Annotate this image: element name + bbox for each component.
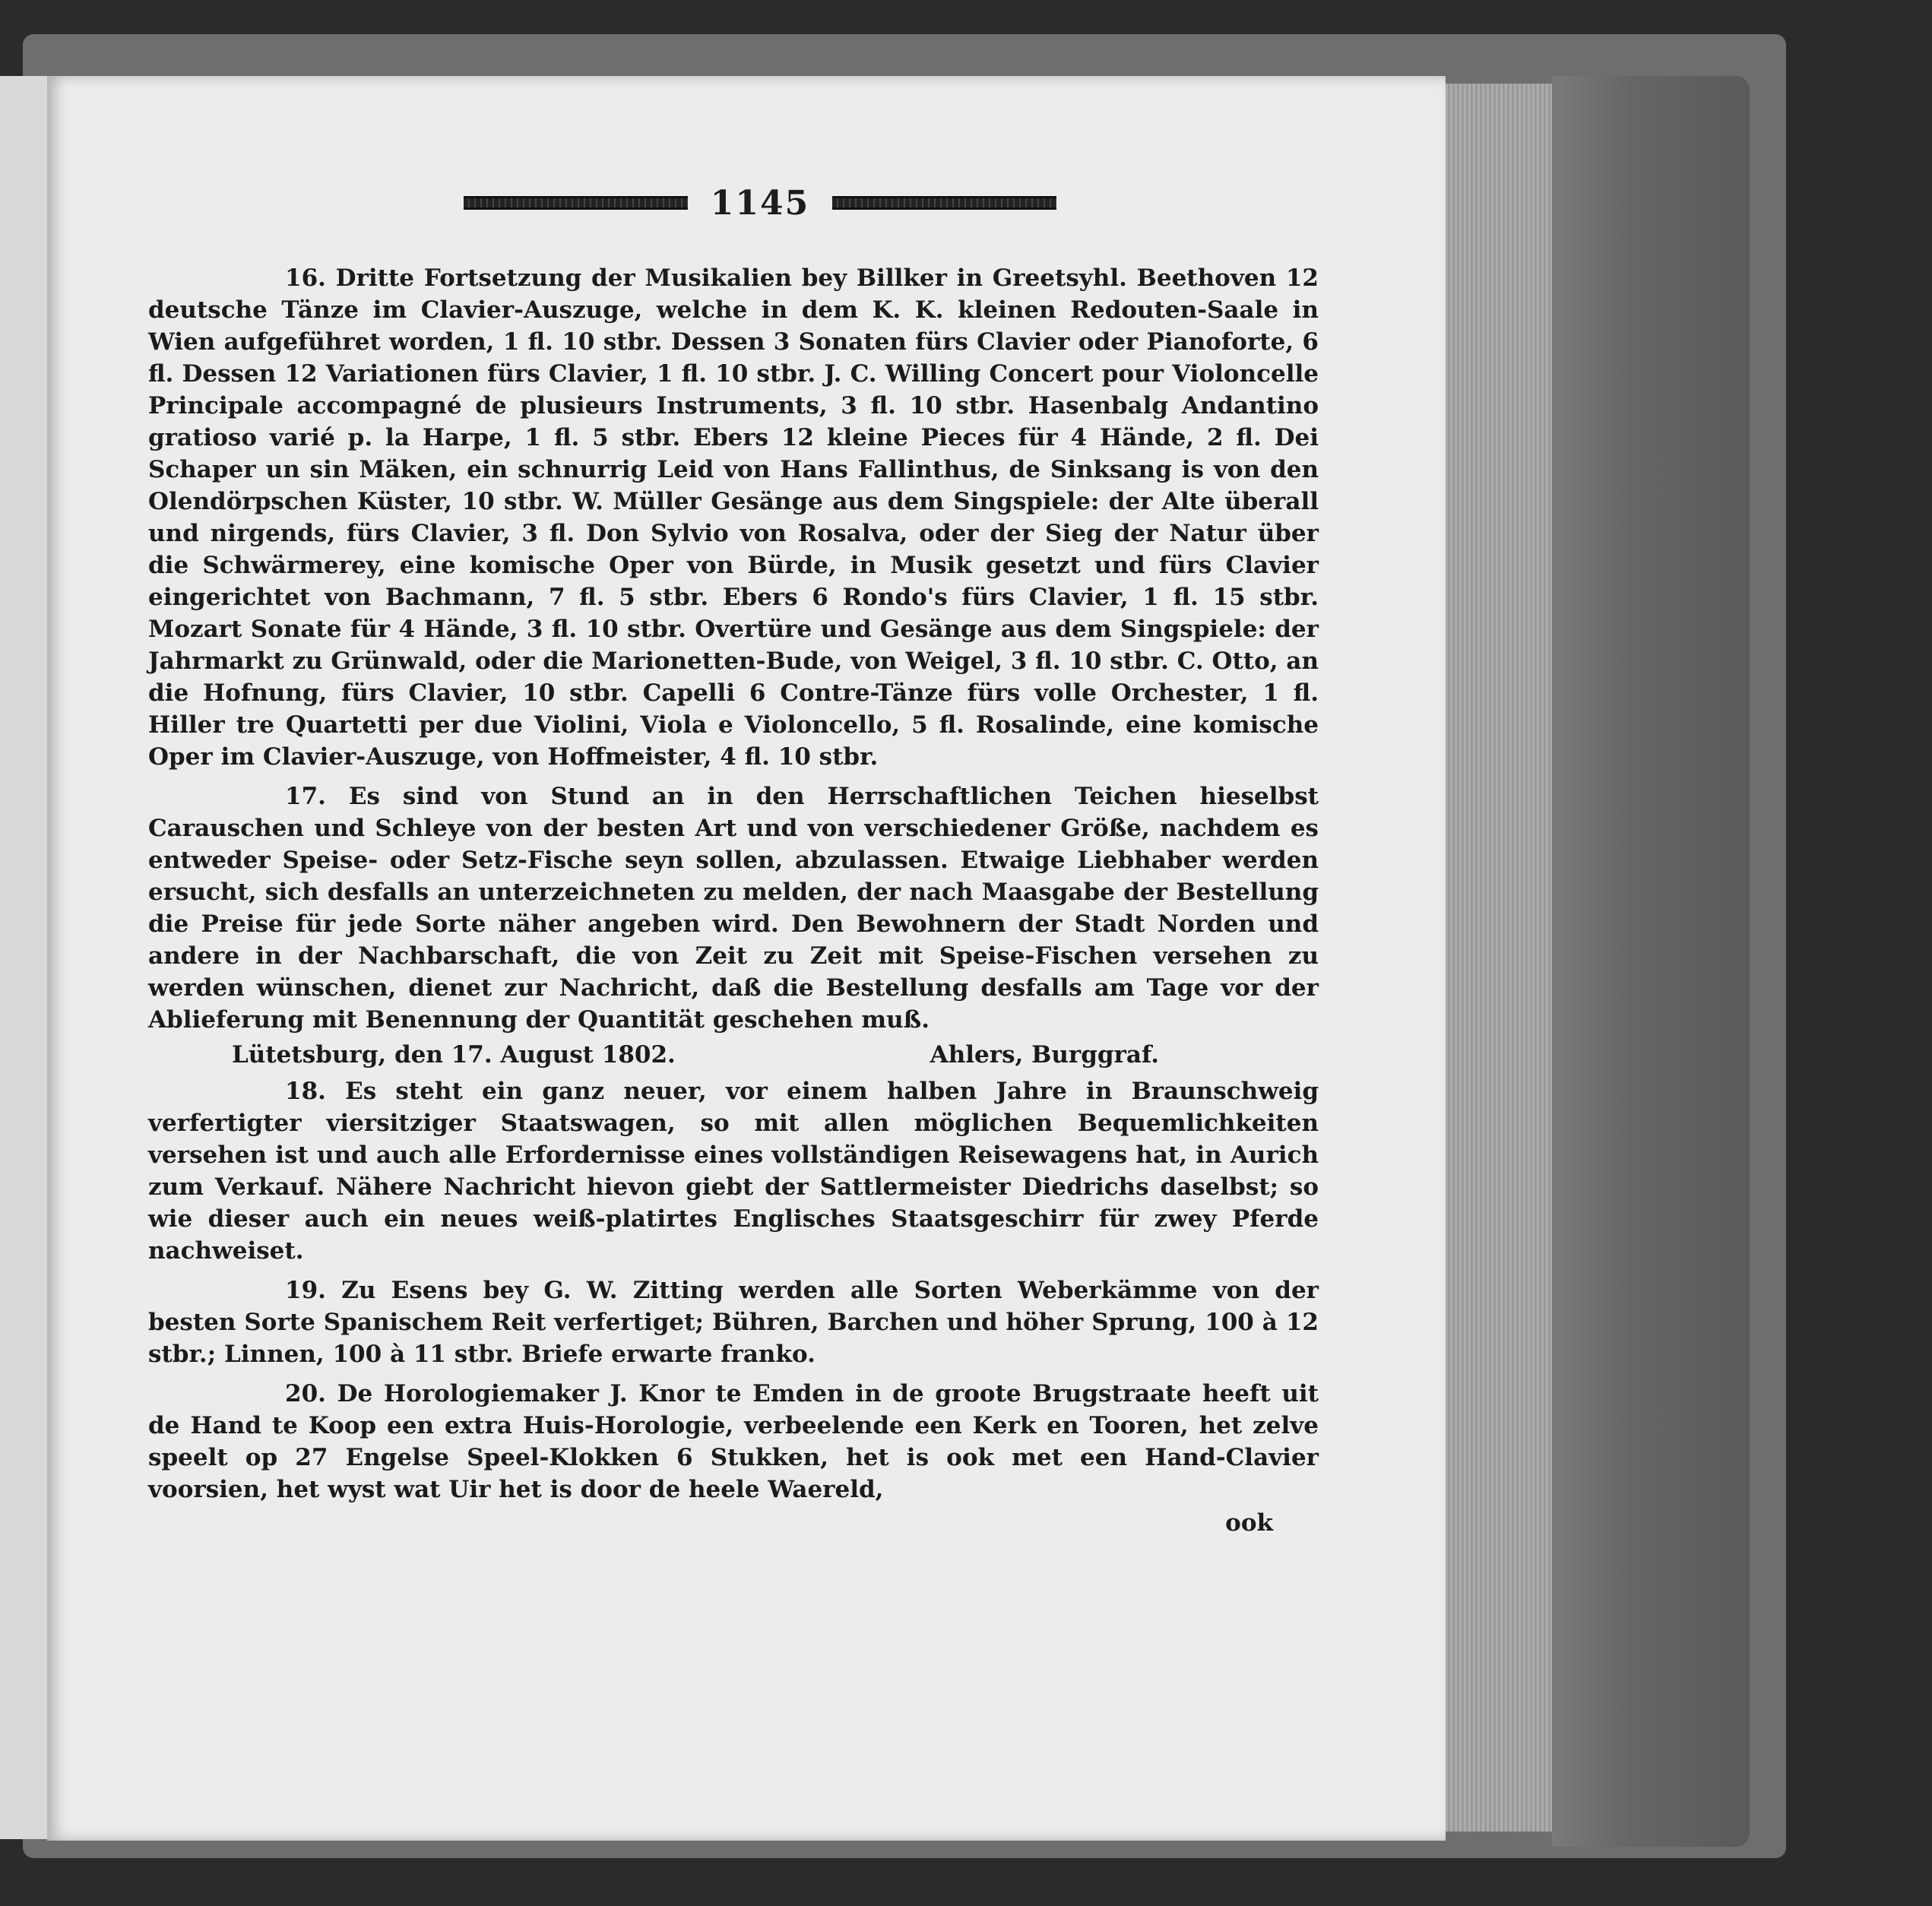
notice-18: 18. Es steht ein ganz neuer, vor einem halben Jahre in Braunschweig verfertigter viersitziger Staatswagen, so mit allen möglichen Bequemlichkeiten versehen ist und auch alle Erfordernisse eines vollständigen Reisewagens hat, in Aurich zum Verkauf. Nähere Nachricht hievon giebt der Sattlermeister Diedrichs daselbst; so wie dieser auch ein neues weiß-platirtes Englisches Staatsgeschirr für zwey Pferde nachweiset. (148, 1078, 1319, 1265)
page-block-edge (1446, 84, 1554, 1832)
catchword: ook (1225, 1509, 1273, 1537)
book-fore-edge (1552, 76, 1750, 1847)
page-header (464, 176, 1056, 230)
page-body (148, 262, 1319, 1539)
signature-place-date: Lütetsburg, den 17. August 1802. (232, 1041, 676, 1069)
header-rule-right (832, 196, 1056, 210)
page-number: 1145 (710, 183, 810, 223)
header-rule-left (464, 196, 688, 210)
signature-name: Ahlers, Burggraf. (930, 1041, 1159, 1069)
notice-19: 19. Zu Esens bey G. W. Zitting werden alle Sorten Weberkämme von der besten Sorte Spanischem Reit verfertiget; Bühren, Barchen und höher Sprung, 100 à 12 stbr.; Linnen, 100 à 11 stbr. Briefe erwarte franko. (148, 1277, 1319, 1368)
facing-page-edge (0, 76, 49, 1839)
notice-16: 16. Dritte Fortsetzung der Musikalien bey Billker in Greetsyhl. Beethoven 12 deutsche Tänze im Clavier-Auszuge, welche in dem K. K. kleinen Redouten-Saale in Wien aufgeführet worden, 1 fl. 10 stbr. Dessen 3 Sonaten fürs Clavier oder Pianoforte, 6 fl. Dessen 12 Variationen fürs Clavier, 1 fl. 10 stbr. J. C. Willing Concert pour Violoncelle Principale accompagné de plusieurs Instruments, 3 fl. 10 stbr. Hasenbalg Andantino gratioso varié p. la Harpe, 1 fl. 5 stbr. Ebers 12 kleine Pieces für 4 Hände, 2 fl. Dei Schaper un sin Mäken, ein schnurrig Leid von Hans Fallinthus, de Sinksang is von den Olendörpschen Küster, 10 stbr. W. Müller Gesänge aus dem Singspiele: der Alte überall und nirgends, fürs Clavier, 3 fl. Don Sylvio von Rosalva, oder der Sieg der Natur über die Schwärmerey, eine komische Oper von Bürde, in Musik gesetzt und fürs Clavier eingerichtet von Bachmann, 7 fl. 5 stbr. Ebers 6 Rondo's fürs Clavier, 1 fl. 15 stbr. Mozart Sonate für 4 Hände, 3 fl. 10 stbr. Overtüre und Gesänge aus dem Singspiele: der Jahrmarkt zu Grünwald, oder die Marionetten-Bude, von Weigel, 3 fl. 10 stbr. C. Otto, an die Hofnung, fürs Clavier, 10 stbr. Capelli 6 Contre-Tänze fürs volle Orchester, 1 fl. Hiller tre Quartetti per due Violini, Viola e Violoncello, 5 fl. Rosalinde, eine komische Oper im Clavier-Auszuge, von Hoffmeister, 4 fl. 10 stbr. (148, 264, 1319, 771)
notice-17: 17. Es sind von Stund an in den Herrschaftlichen Teichen hieselbst Carauschen und Schleye von der besten Art und von verschiedener Größe, nachdem es entweder Speise- oder Setz-Fische seyn sollen, abzulassen. Etwaige Liebhaber werden ersucht, sich desfalls an unterzeichneten zu melden, der nach Maasgabe der Bestellung die Preise für jede Sorte näher angeben wird. Den Bewohnern der Stadt Norden und andere in der Nachbarschaft, die von Zeit zu Zeit mit Speise-Fischen versehen zu werden wünschen, dienet zur Nachricht, daß die Bestellung desfalls am Tage vor der Ablieferung mit Benennung der Quantität geschehen muß. (148, 783, 1319, 1034)
notice-20: 20. De Horologiemaker J. Knor te Emden in de groote Brugstraate heeft uit de Hand te Koop een extra Huis-Horologie, verbeelende een Kerk en Tooren, het zelve speelt op 27 Engelse Speel-Klokken 6 Stukken, het is ook met een Hand-Clavier voorsien, het wyst wat Uir het is door de heele Waereld, (148, 1380, 1319, 1503)
notice-17-signature (148, 1039, 1319, 1071)
